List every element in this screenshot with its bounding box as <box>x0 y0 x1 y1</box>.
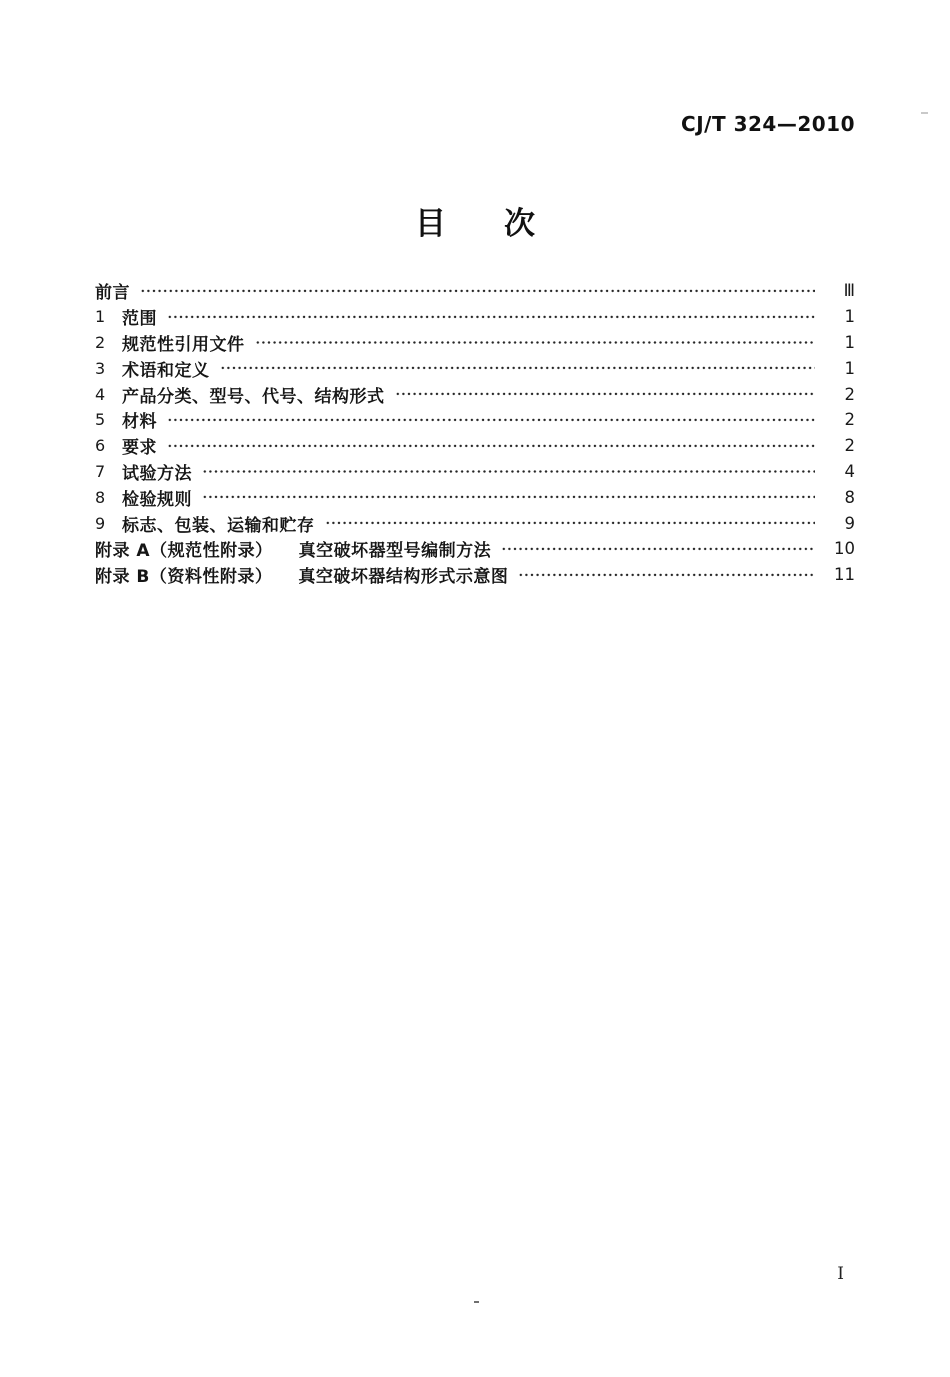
toc-dot-leader <box>255 330 816 356</box>
toc-page-number: 8 <box>844 487 855 507</box>
toc-dot-leader <box>325 510 816 536</box>
toc-dot-leader <box>395 381 816 407</box>
toc-entry-label: 前言 <box>95 283 130 304</box>
page-title-char-2: 次 <box>504 206 535 242</box>
toc-row <box>95 355 855 381</box>
toc-entry-label: 材料 <box>122 412 157 433</box>
toc-dot-leader <box>167 304 815 330</box>
toc-entry-subtitle: 真空破坏器结构形式示意图 <box>298 567 509 588</box>
toc-section-number: 2 <box>95 332 106 352</box>
toc-page-number: 10 <box>834 539 855 559</box>
toc-section-number: 1 <box>95 307 106 327</box>
toc-page-number: 9 <box>844 513 855 533</box>
toc-page-number: 1 <box>844 307 855 327</box>
table-of-contents <box>95 278 855 588</box>
toc-section-number: 5 <box>95 410 106 430</box>
toc-row <box>95 433 855 459</box>
toc-dot-leader <box>167 433 815 459</box>
toc-dot-leader <box>140 278 815 304</box>
toc-row <box>95 330 855 356</box>
toc-entry-label: 标志、包装、运输和贮存 <box>122 515 315 536</box>
toc-row <box>95 407 855 433</box>
standard-code: CJ/T 324—2010 <box>681 112 855 136</box>
toc-dot-leader <box>518 562 815 588</box>
toc-section-number: 8 <box>95 487 106 507</box>
toc-entry-label: 规范性引用文件 <box>122 334 245 355</box>
footer-page-number: Ⅰ <box>837 1264 844 1284</box>
toc-entry-label: 附录 A（规范性附录） <box>95 541 273 562</box>
toc-entry-subtitle: 真空破坏器型号编制方法 <box>298 541 492 562</box>
toc-page-number: 4 <box>844 461 855 481</box>
toc-page-number: 1 <box>844 332 855 352</box>
toc-page-number: 2 <box>844 410 855 430</box>
toc-dot-leader <box>220 355 816 381</box>
toc-page-number: Ⅲ <box>843 281 855 301</box>
toc-entry-label: 附录 B（资料性附录） <box>95 567 273 588</box>
toc-page-number: 2 <box>844 436 855 456</box>
toc-dot-leader <box>501 536 815 562</box>
toc-section-number: 9 <box>95 513 106 533</box>
toc-row <box>95 510 855 536</box>
toc-row <box>95 484 855 510</box>
toc-entry-label: 试验方法 <box>122 463 192 484</box>
toc-row <box>95 562 855 588</box>
page-title-char-1: 目 <box>415 206 446 242</box>
toc-page-number: 11 <box>834 565 855 585</box>
scan-artifact <box>921 112 928 114</box>
toc-section-number: 3 <box>95 358 106 378</box>
toc-entry-label: 产品分类、型号、代号、结构形式 <box>122 386 385 407</box>
toc-dot-leader <box>202 484 815 510</box>
toc-entry-label: 检验规则 <box>122 489 192 510</box>
toc-entry-label: 术语和定义 <box>122 360 210 381</box>
toc-page-number: 2 <box>844 384 855 404</box>
toc-row <box>95 278 855 304</box>
toc-row <box>95 459 855 485</box>
toc-section-number: 6 <box>95 436 106 456</box>
scan-artifact <box>474 1301 479 1303</box>
toc-row <box>95 381 855 407</box>
toc-entry-label: 范围 <box>122 309 157 330</box>
toc-page-number: 1 <box>844 358 855 378</box>
toc-dot-leader <box>202 459 815 485</box>
toc-entry-label: 要求 <box>122 438 157 459</box>
toc-section-number: 7 <box>95 461 106 481</box>
toc-row <box>95 304 855 330</box>
toc-section-number: 4 <box>95 384 106 404</box>
toc-dot-leader <box>167 407 815 433</box>
toc-row <box>95 536 855 562</box>
page-title <box>0 198 950 243</box>
